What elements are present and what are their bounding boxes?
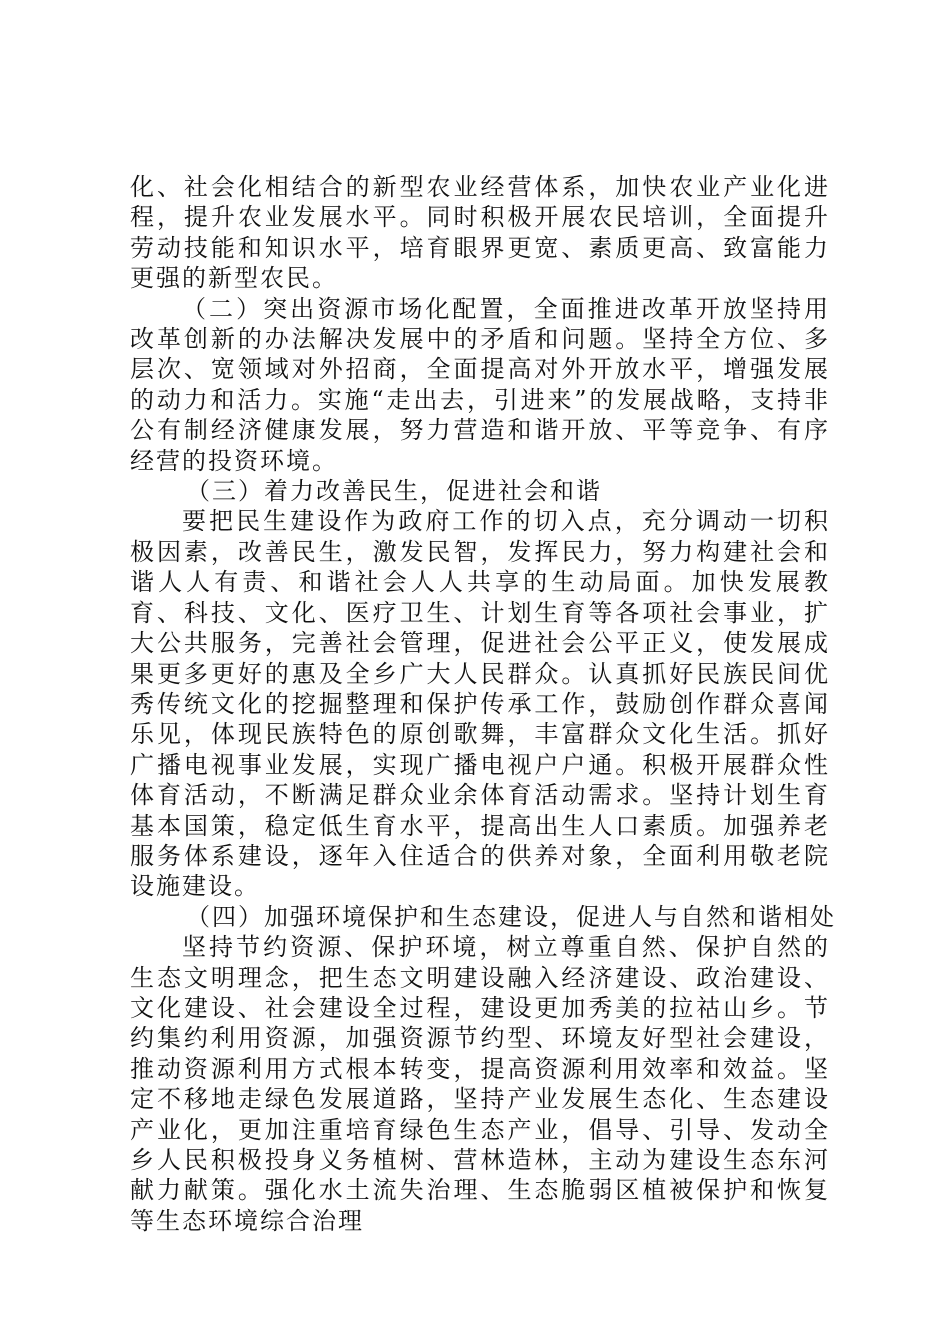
section-heading-livelihood: （三）着力改善民生，促进社会和谐 [186,477,602,506]
paragraph-livelihood: 要把民生建设作为政府工作的切入点，充分调动一切积极因素，改善民生，激发民智，发挥民力，努力构建社会和谐人人有责、和谐社会人人共享的生动局面。加快发展教育、科技、文化、医疗卫生、计划生育等各项社会事业，扩大公共服务，完善社会管理，促进社会公平正义，使发展成果更多更好的惠及全乡广大人民群众。认真抓好民族民间优秀传统文化的挖掘整理和保护传承工作，鼓励创作群众喜闻乐见，体现民族特色的原创歌舞，丰富群众文化生活。抓好广播电视事业发展，实现广播电视户户通。积极开展群众性体育活动，不断满足群众业余体育活动需求。坚持计划生育基本国策，稳定低生育水平，提高出生人口素质。加强养老服务体系建设，逐年入住适合的供养对象，全面利用敬老院设施建设。 [130,507,830,901]
paragraph-reform-opening: （二）突出资源市场化配置，全面推进改革开放坚持用改革创新的办法解决发展中的矛盾和问题。坚持全方位、多层次、宽领域对外招商，全面提高对外开放水平，增强发展的动力和活力。实施“走出去，引进来”的发展战略，支持非公有制经济健康发展，努力营造和谐开放、平等竞争、有序经营的投资环境。 [130,294,830,475]
paragraph-continuation: 化、社会化相结合的新型农业经营体系，加快农业产业化进程，提升农业发展水平。同时积极开展农民培训，全面提升劳动技能和知识水平，培育眼界更宽、素质更高、致富能力更强的新型农民。 [130,173,830,293]
document-body [130,172,836,1236]
paragraph-environment: 坚持节约资源、保护环境，树立尊重自然、保护自然的生态文明理念，把生态文明建设融入经济建设、政治建设、文化建设、社会建设全过程，建设更加秀美的拉祜山乡。节约集约利用资源，加强资源节约型、环境友好型社会建设，推动资源利用方式根本转变，提高资源利用效率和效益。坚定不移地走绿色发展道路，坚持产业发展生态化、生态建设产业化，更加注重培育绿色生态产业，倡导、引导、发动全乡人民积极投身义务植树、营林造林，主动为建设生态东河献力献策。强化水土流失治理、生态脆弱区植被保护和恢复等生态环境综合治理 [130,933,830,1235]
section-heading-environment: （四）加强环境保护和生态建设，促进人与自然和谐相处 [186,902,836,931]
